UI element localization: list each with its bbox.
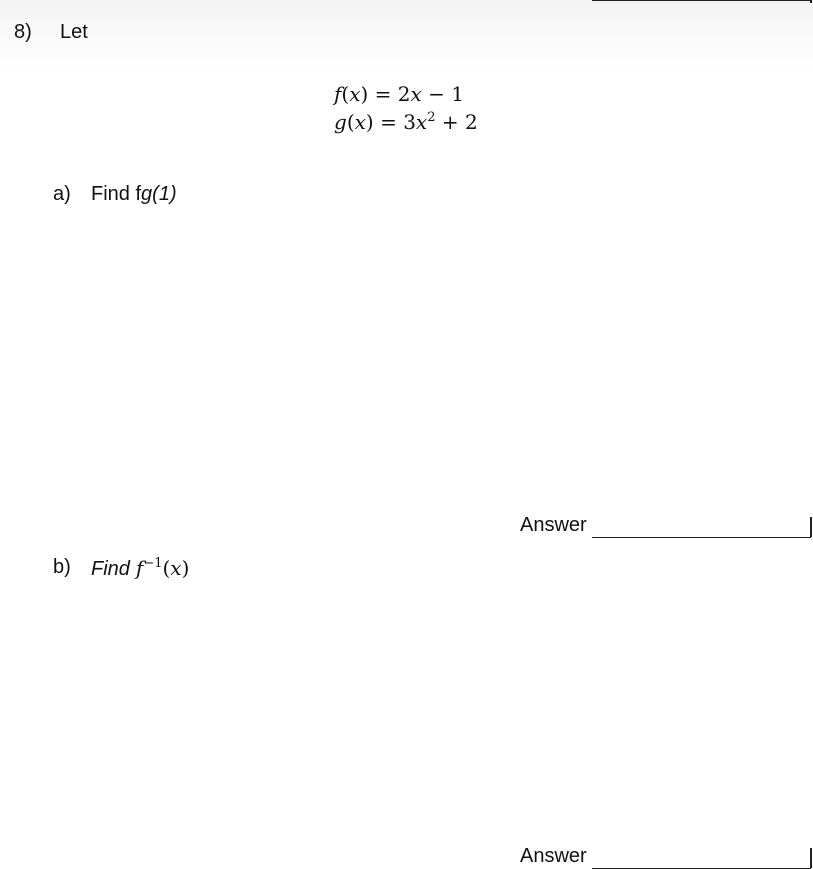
part-b-answer-label: Answer bbox=[520, 845, 587, 867]
inverse-function-expression: $f^{-1}(x)$ bbox=[135, 556, 190, 580]
equation-f-rhs-var: x bbox=[410, 82, 422, 106]
equation-f: f(x) = 2x − 1 bbox=[334, 82, 464, 106]
part-b-answer-tick bbox=[810, 848, 812, 868]
top-shade bbox=[0, 0, 813, 70]
equation-f-coef: 2 bbox=[397, 82, 411, 106]
part-b-letter: b) bbox=[53, 556, 71, 578]
previous-answer-tick bbox=[810, 0, 812, 3]
part-a-answer-tick bbox=[810, 517, 812, 537]
equation-f-name: f bbox=[334, 82, 342, 106]
inverse-function-var: x bbox=[170, 556, 182, 580]
part-a-answer-label: Answer bbox=[520, 514, 587, 536]
equation-g-coef: 3 bbox=[403, 110, 416, 134]
equation-g: $g(x) = 3x^2 + 2$ bbox=[334, 110, 478, 134]
question-intro: Let bbox=[60, 21, 88, 43]
question-number: 8) bbox=[14, 21, 32, 43]
inverse-function-exponent: −1 bbox=[143, 556, 163, 571]
equation-f-var: x bbox=[349, 82, 361, 106]
inverse-function-name: f bbox=[135, 556, 144, 580]
previous-answer-line bbox=[592, 0, 811, 1]
part-a-prompt-italic: g(1) bbox=[141, 183, 177, 205]
part-b-prompt-italic: Find bbox=[91, 558, 130, 580]
part-a-prompt-plain: Find f bbox=[91, 183, 142, 205]
part-a-letter: a) bbox=[53, 183, 71, 205]
equation-g-rest: + 2 bbox=[435, 110, 478, 134]
part-a-answer-line[interactable] bbox=[592, 537, 811, 538]
equation-g-exponent: 2 bbox=[427, 110, 436, 125]
part-b-prompt bbox=[91, 556, 189, 581]
equation-g-name: g bbox=[334, 110, 347, 134]
equation-f-rest: − 1 bbox=[421, 82, 464, 106]
equation-g-rhs-var: x bbox=[415, 110, 428, 134]
part-a-prompt bbox=[91, 183, 177, 206]
equation-g-var: x bbox=[354, 110, 366, 134]
